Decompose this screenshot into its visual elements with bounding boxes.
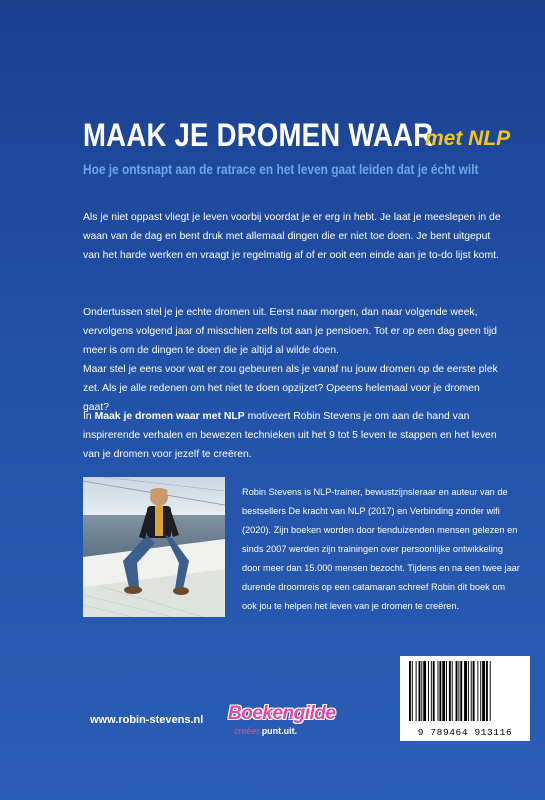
barcode-bar: [480, 661, 481, 721]
author-bio: Robin Stevens is NLP-trainer, bewustzijnsleraar en auteur van de bestsellers De kracht van NLP (2017) en Verbinding zonder wifi (2020). Zijn boeken worden door tienduizenden mensen gelezen en sinds 2007 werden zijn trainingen over persoonlijke ontwikkeling door meer dan 15.000 mensen bezocht. Tijdens en na een twee jaar durende droomreis op een catamaran schreef Robin dit boek om ook jou te helpen het leven van je dromen te creëren.: [242, 487, 520, 611]
barcode-bars: [400, 656, 530, 726]
publisher-logo-name: Boekengilde: [228, 703, 336, 724]
barcode-bar: [449, 661, 451, 721]
barcode-bar: [486, 661, 488, 721]
barcode-bar: [416, 661, 417, 721]
blurb-paragraph-2: Ondertussen stel je je echte dromen uit. Eerst naar morgen, dan naar volgende week, vervolgens volgend jaar of misschien zelfs tot aan je pensioen. Tot er op een dag geen tijd meer is om de dingen te doen die je altijd al wilde doen.: [83, 307, 497, 356]
publisher-tagline-prefix: creëer.: [234, 726, 262, 736]
blurb-p4-rest: motiveert Robin Stevens je om aan de hand van inspirerende verhalen en bewezen technieken uit het 9 tot 5 leven te stappen en het leven van je dromen voor jezelf te creëren.: [83, 411, 497, 460]
barcode-bar: [431, 661, 432, 721]
blurb-p4-book-title: Maak je dromen waar met NLP: [94, 411, 245, 422]
barcode-bar: [482, 661, 485, 721]
barcode-bar: [464, 661, 467, 721]
publisher-tagline: [234, 725, 335, 737]
blurb-paragraph-4: [83, 407, 501, 464]
barcode-bar: [456, 661, 458, 721]
barcode-bar: [421, 661, 422, 721]
blurb-p4-prefix: In: [83, 411, 92, 422]
isbn-barcode: [400, 656, 530, 741]
barcode-bar: [442, 661, 445, 721]
barcode-bar: [412, 661, 413, 721]
barcode-bar: [439, 661, 441, 721]
barcode-bar: [428, 661, 429, 721]
barcode-bar: [458, 661, 459, 721]
barcode-bar: [433, 661, 435, 721]
publisher-logo: [228, 703, 335, 737]
author-photo: [83, 477, 225, 617]
barcode-bar: [473, 661, 475, 721]
blurb-paragraph-3: Maar stel je eens voor wat er zou gebeuren als je vanaf nu jouw dromen op de eerste plek zet. Als je alle redenen om het niet te doen opzijzet? Opeens helemaal voor je dromen gaat?: [83, 364, 498, 413]
isbn-number: 9 789464 913116: [417, 727, 513, 738]
barcode-bar: [471, 661, 472, 721]
book-subtitle: Hoe je ontsnapt aan de ratrace en het leven gaat leiden dat je écht wilt: [83, 162, 479, 177]
barcode-bar: [452, 661, 453, 721]
barcode-bar: [438, 661, 439, 721]
barcode-bar: [446, 661, 447, 721]
book-title-accent: met NLP: [425, 127, 511, 150]
barcode-bar: [477, 661, 478, 721]
barcode-bar: [468, 661, 469, 721]
barcode-bar: [423, 661, 426, 721]
barcode-bar: [490, 661, 491, 721]
book-title: MAAK JE DROMEN WAAR: [83, 117, 434, 153]
barcode-bar: [409, 661, 411, 721]
author-photo-illustration: [83, 477, 225, 617]
barcode-bar: [460, 661, 462, 721]
publisher-tagline-rest: punt.uit.: [261, 726, 298, 736]
blurb-paragraph-1: Als je niet oppast vliegt je leven voorbij voordat je er erg in hebt. Je laat je meeslepen in de waan van de dag en bent druk met allemaal dingen die er niet toe doen. Je bent uitgeput van het harde werken en vraagt je regelmatig af of er ooit een einde aan je to-do lijst komt.: [83, 212, 501, 261]
author-website: www.robin-stevens.nl: [90, 714, 204, 726]
barcode-bar: [419, 661, 421, 721]
